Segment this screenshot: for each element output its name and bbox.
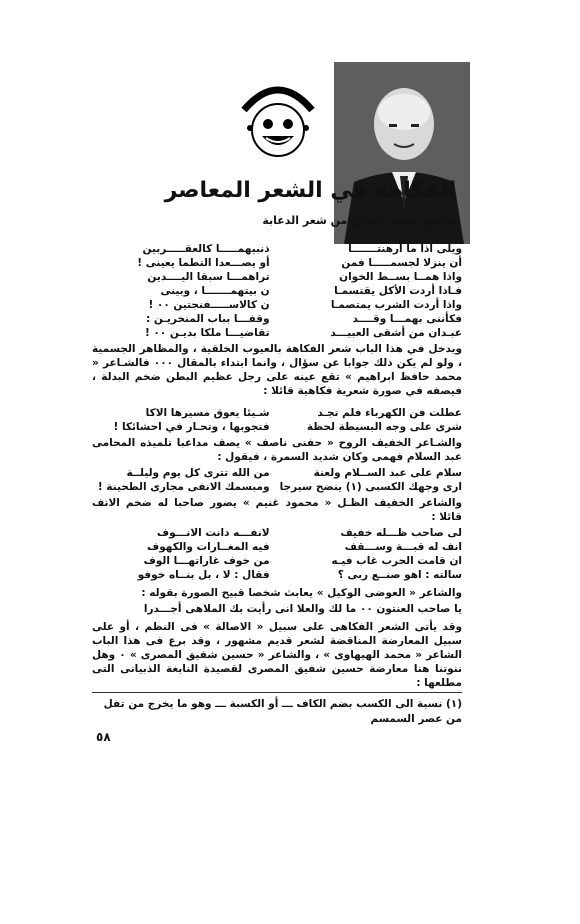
poem-block-3: [92, 466, 462, 494]
poem-block-2: [92, 406, 462, 434]
article-subtitle: محمود غنيم : نماذج من شعر الدعابة: [262, 214, 456, 227]
verse-line: أن ينزلا لجسمـــــا فمن أو يصـــعدا التطما يعينى !: [137, 257, 462, 269]
footnote: (١) نسبة الى الكسب بضم الكاف ـــ أو الكسبة ـــ وهو ما يخرج من تفل من عصر السمسم: [92, 692, 462, 727]
verse-line: فـاذا أردت الأكل يقتسمـا ن بيتهمـــــــا ، وبينى: [160, 285, 462, 297]
paragraph-1: ويدخل في هذا الباب شعر الفكاهة بالعيوب الخلقية ، والمظاهر الجسمية ، ولو لم يكن ذلك جوابا عن سؤال ، وانما ابتداء بالمقال ٠٠٠ فالشـاعر « محمد حافظ ابراهيم » تقع عينه على رجل عظيم البطن ضخم البدلة ، فيصفه في صورة شعرية فكاهية قائلا :: [92, 343, 462, 397]
verse-line: سلام على عبد الســلام ولعنة من الله تترى كل يوم وليلــة: [126, 467, 462, 479]
verse-line: انف له قبـــة وســـقف فيه المغــارات والكهوف: [147, 541, 462, 553]
verse-line: شرى على وجه البسيطة لحظة فتجوبها ، وتحـار في احشائكا !: [113, 421, 462, 433]
verse-line: ويلى اذا ما ارهنتـــــــا ذنبيهمـــــا كالعقـــــربين: [142, 243, 462, 255]
verse-line: عطلت فن الكهرباء فلم تجـد شـيئا يعوق مسيرها الاكا: [145, 407, 462, 419]
paragraph-3: والشاعر الخفيف الظـل « محمود غنيم » يصور صاحبا له ضخم الانف قائلا :: [92, 497, 462, 523]
paragraph-5: وقد يأتى الشعر الفكاهى على سبيل « الاصالة » فى النظم ، أو على سبيل المعارضة المناقضة لشعر قديم مشهور ، وقد برع فى هذا الباب الشاعر « محمد الهيهاوى » ، والشاعر « حسين شفيق المصرى » ٠ وهل ننوتنا هنا معارضة حسين شفيق المصرى لقصيدة النابغة الذبيانى التى مطلعها :: [92, 621, 463, 689]
article-title: الفكاهة في الشعر المعاصر: [164, 178, 456, 203]
verse-line: فكأننى بهمـــا وقــــد وقفـــا بباب المنخريـن :: [146, 313, 462, 325]
verse-line: ارى وجهك الكسبى (١) ينضح سيرجا ومبسمك الانفى مجارى الطحينة !: [97, 481, 462, 493]
paragraph-4: والشاعر « العوضى الوكيل » يعابث شخصا قبيح الصورة بقوله :: [141, 587, 462, 599]
verse-line: ان قامت الحرب غاب فيـه من خوف غاراتهـــا الوف: [143, 555, 462, 567]
verse-line: واذا أردت الشرب يمتصمـا ن كالاســـــفنجتين ٠٠ !: [148, 299, 462, 311]
paragraph-2: والشـاعر الخفيف الروح « حفنى ناصف » يصف مداعبا تلميذه المحامى عبد السلام فهمى وكان شديد السمرة ، فيقول :: [92, 437, 462, 463]
verse-line: عبـدان من أشقى العبيـــد تقاضيـــا ملكا بديـن ٠٠ !: [144, 327, 462, 339]
humor-logo: [236, 70, 320, 166]
verse-line: لى صاحب ظـــله خفيف لانفـــه دانت الانـــوف: [156, 527, 462, 539]
verse-line: سالته : اهو صنــع ربى ؟ فقال : لا ، بل بنــاه خوفو: [137, 569, 462, 581]
poem-block-5: يا صاحب العنتون ٠٠ ما لك والعلا انى رأيت بك الملاهى أجـــدرا: [143, 603, 462, 615]
poem-block-1: [92, 242, 462, 340]
page-number: ٥٨: [96, 730, 111, 744]
verse-line: واذا همــا بســط الخوان تراهمـــا سبقا اليــــدين: [147, 271, 462, 283]
poem-block-4: [92, 526, 462, 582]
